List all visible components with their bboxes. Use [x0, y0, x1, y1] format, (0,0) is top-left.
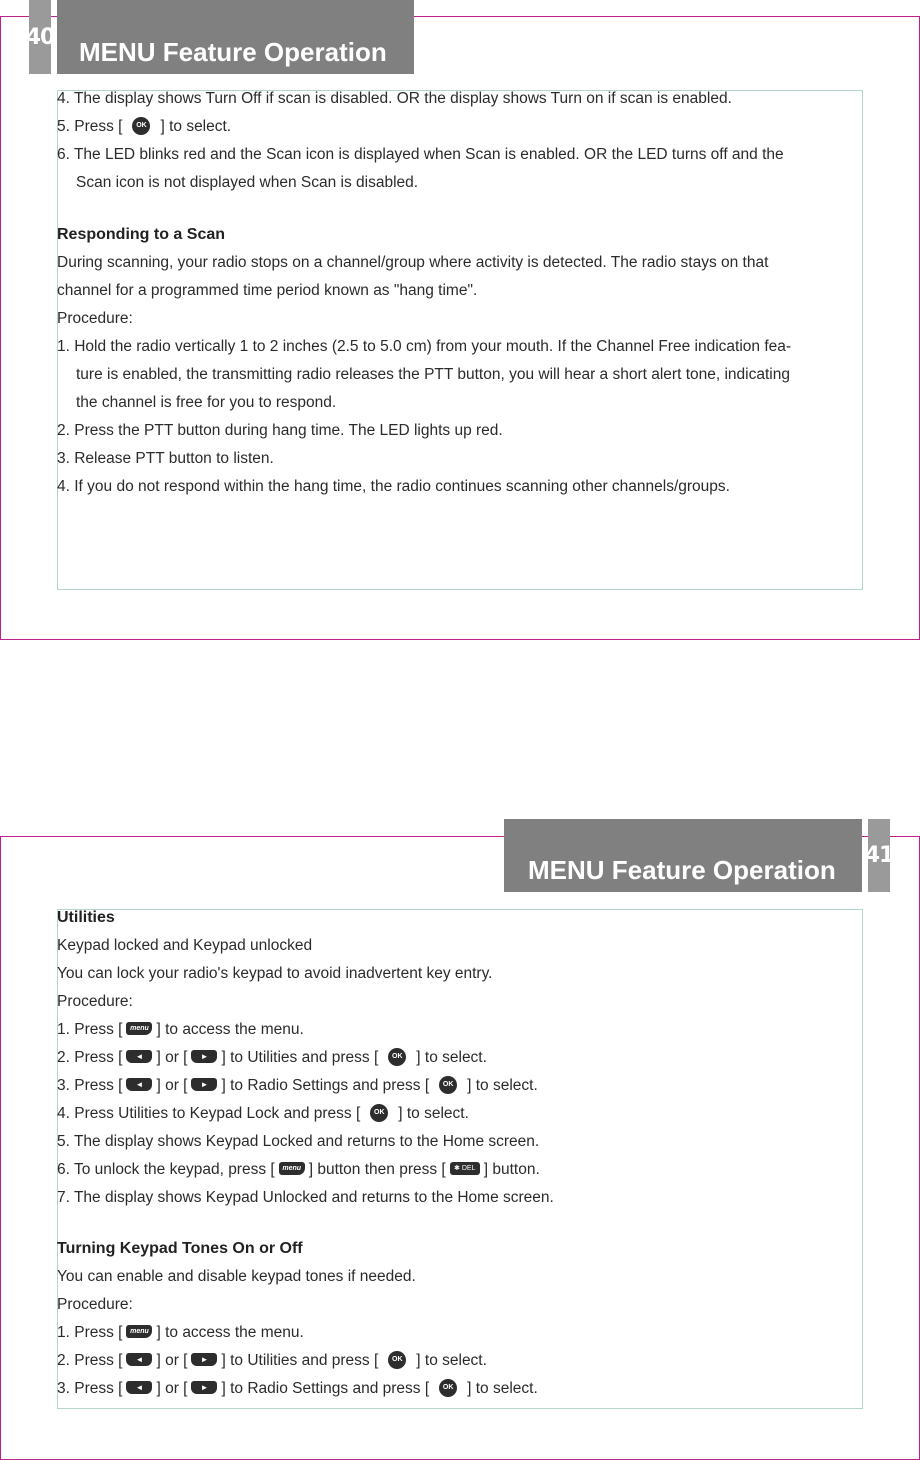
text-line	[57, 117, 231, 137]
text-span: 3. Press [	[57, 1077, 123, 1094]
text-span: 6. The LED blinks red and the Scan icon is displayed when Scan is enabled. OR the LED turns off and the	[57, 146, 784, 163]
text-line	[57, 1132, 539, 1152]
text-line	[57, 145, 784, 165]
page-number-40: 40	[29, 0, 51, 74]
text-line	[57, 337, 791, 357]
text-span: ] to select.	[416, 1049, 487, 1066]
left-arrow-key-icon: ◄	[126, 1050, 152, 1063]
text-span: ] or [	[156, 1077, 188, 1094]
text-line	[76, 365, 790, 385]
left-arrow-key-icon: ◄	[126, 1078, 152, 1091]
text-span: 4. The display shows Turn Off if scan is disabled. OR the display shows Turn on if scan is enabled.	[57, 90, 732, 107]
text-line	[76, 173, 418, 193]
menu-key-icon: menu	[126, 1325, 152, 1338]
text-line	[57, 1295, 133, 1315]
section-heading	[57, 908, 115, 928]
text-span: 4. If you do not respond within the hang time, the radio continues scanning other channels/groups.	[57, 478, 730, 495]
ok-key-icon: OK	[388, 1048, 406, 1066]
text-span: ] button.	[483, 1161, 540, 1178]
text-span: Procedure:	[57, 993, 133, 1010]
left-arrow-key-icon: ◄	[126, 1353, 152, 1366]
text-line	[57, 281, 477, 301]
ok-key-icon: OK	[132, 117, 150, 135]
text-span: ] or [	[156, 1049, 188, 1066]
text-line	[57, 964, 493, 984]
text-line	[57, 1351, 487, 1371]
text-span: 4. Press Utilities to Keypad Lock and press [	[57, 1105, 361, 1122]
text-line	[57, 1323, 304, 1343]
text-span: 3. Press [	[57, 1380, 123, 1397]
right-arrow-key-icon: ►	[191, 1381, 217, 1394]
text-line	[57, 1104, 469, 1124]
text-span: ] or [	[156, 1352, 188, 1369]
text-span: 5. Press [	[57, 118, 123, 135]
text-line	[57, 1020, 304, 1040]
text-span: 6. To unlock the keypad, press [	[57, 1161, 275, 1178]
text-span: Utilities	[57, 909, 115, 926]
ok-key-icon: OK	[439, 1379, 457, 1397]
text-line	[57, 449, 274, 469]
right-arrow-key-icon: ►	[191, 1353, 217, 1366]
text-line	[57, 477, 730, 497]
left-arrow-key-icon: ◄	[126, 1381, 152, 1394]
ok-key-icon: OK	[388, 1351, 406, 1369]
text-span: ] to select.	[467, 1077, 538, 1094]
text-span: ] to Utilities and press [	[221, 1352, 379, 1369]
text-line	[57, 992, 133, 1012]
text-span: ] to Utilities and press [	[221, 1049, 379, 1066]
section-heading	[57, 225, 225, 245]
text-span: 1. Press [	[57, 1021, 123, 1038]
text-span: Scan icon is not displayed when Scan is disabled.	[76, 174, 419, 191]
text-line	[57, 936, 312, 956]
text-span: Turning Keypad Tones On or Off	[57, 1240, 303, 1257]
text-span: ] to select.	[467, 1380, 538, 1397]
text-span: 3. Release PTT button to listen.	[57, 450, 274, 467]
text-span: ] to access the menu.	[156, 1324, 304, 1341]
text-span: 2. Press the PTT button during hang time. The LED lights up red.	[57, 422, 503, 439]
page-number-41: 41	[868, 819, 890, 892]
right-arrow-key-icon: ►	[191, 1050, 217, 1063]
text-line	[57, 1267, 416, 1287]
text-line	[57, 253, 768, 273]
text-span: 2. Press [	[57, 1049, 123, 1066]
text-line	[57, 89, 732, 109]
section-heading	[57, 1239, 303, 1259]
star-del-key-icon: ✱ DEL	[450, 1162, 480, 1175]
text-span: ] to access the menu.	[156, 1021, 304, 1038]
text-span: Procedure:	[57, 310, 133, 327]
page-41-title: MENU Feature Operation	[504, 819, 862, 892]
text-span: ] button then press [	[308, 1161, 446, 1178]
menu-key-icon: menu	[279, 1162, 305, 1175]
text-span: Procedure:	[57, 1296, 133, 1313]
text-span: channel for a programmed time period known as "hang time".	[57, 282, 478, 299]
ok-key-icon: OK	[370, 1104, 388, 1122]
text-span: 1. Hold the radio vertically 1 to 2 inches (2.5 to 5.0 cm) from your mouth. If the Channel Free indication fea-	[57, 338, 792, 355]
text-span: You can lock your radio's keypad to avoid inadvertent key entry.	[57, 965, 493, 982]
text-span: ] to select.	[398, 1105, 469, 1122]
ok-key-icon: OK	[439, 1076, 457, 1094]
text-span: ture is enabled, the transmitting radio releases the PTT button, you will hear a short alert tone, indicating	[76, 366, 790, 383]
right-arrow-key-icon: ►	[191, 1078, 217, 1091]
text-line	[76, 393, 336, 413]
page-40-title: MENU Feature Operation	[57, 0, 414, 74]
text-span: 7. The display shows Keypad Unlocked and returns to the Home screen.	[57, 1189, 554, 1206]
text-span: During scanning, your radio stops on a channel/group where activity is detected. The radio stays on that	[57, 254, 769, 271]
text-span: 5. The display shows Keypad Locked and returns to the Home screen.	[57, 1133, 540, 1150]
text-line	[57, 1076, 538, 1096]
text-span: ] or [	[156, 1380, 188, 1397]
text-span: ] to select.	[160, 118, 232, 135]
text-span: 2. Press [	[57, 1352, 123, 1369]
text-span: You can enable and disable keypad tones if needed.	[57, 1268, 416, 1285]
text-span: ] to Radio Settings and press [	[221, 1380, 430, 1397]
text-line	[57, 309, 133, 329]
menu-key-icon: menu	[126, 1022, 152, 1035]
text-span: ] to select.	[416, 1352, 487, 1369]
text-line	[57, 421, 503, 441]
text-line	[57, 1048, 487, 1068]
text-span: 1. Press [	[57, 1324, 123, 1341]
text-span: ] to Radio Settings and press [	[221, 1077, 430, 1094]
text-span: Responding to a Scan	[57, 226, 226, 243]
text-line	[57, 1379, 538, 1399]
text-line	[57, 1188, 554, 1208]
text-span: Keypad locked and Keypad unlocked	[57, 937, 313, 954]
text-span: the channel is free for you to respond.	[76, 394, 337, 411]
text-line	[57, 1160, 540, 1180]
